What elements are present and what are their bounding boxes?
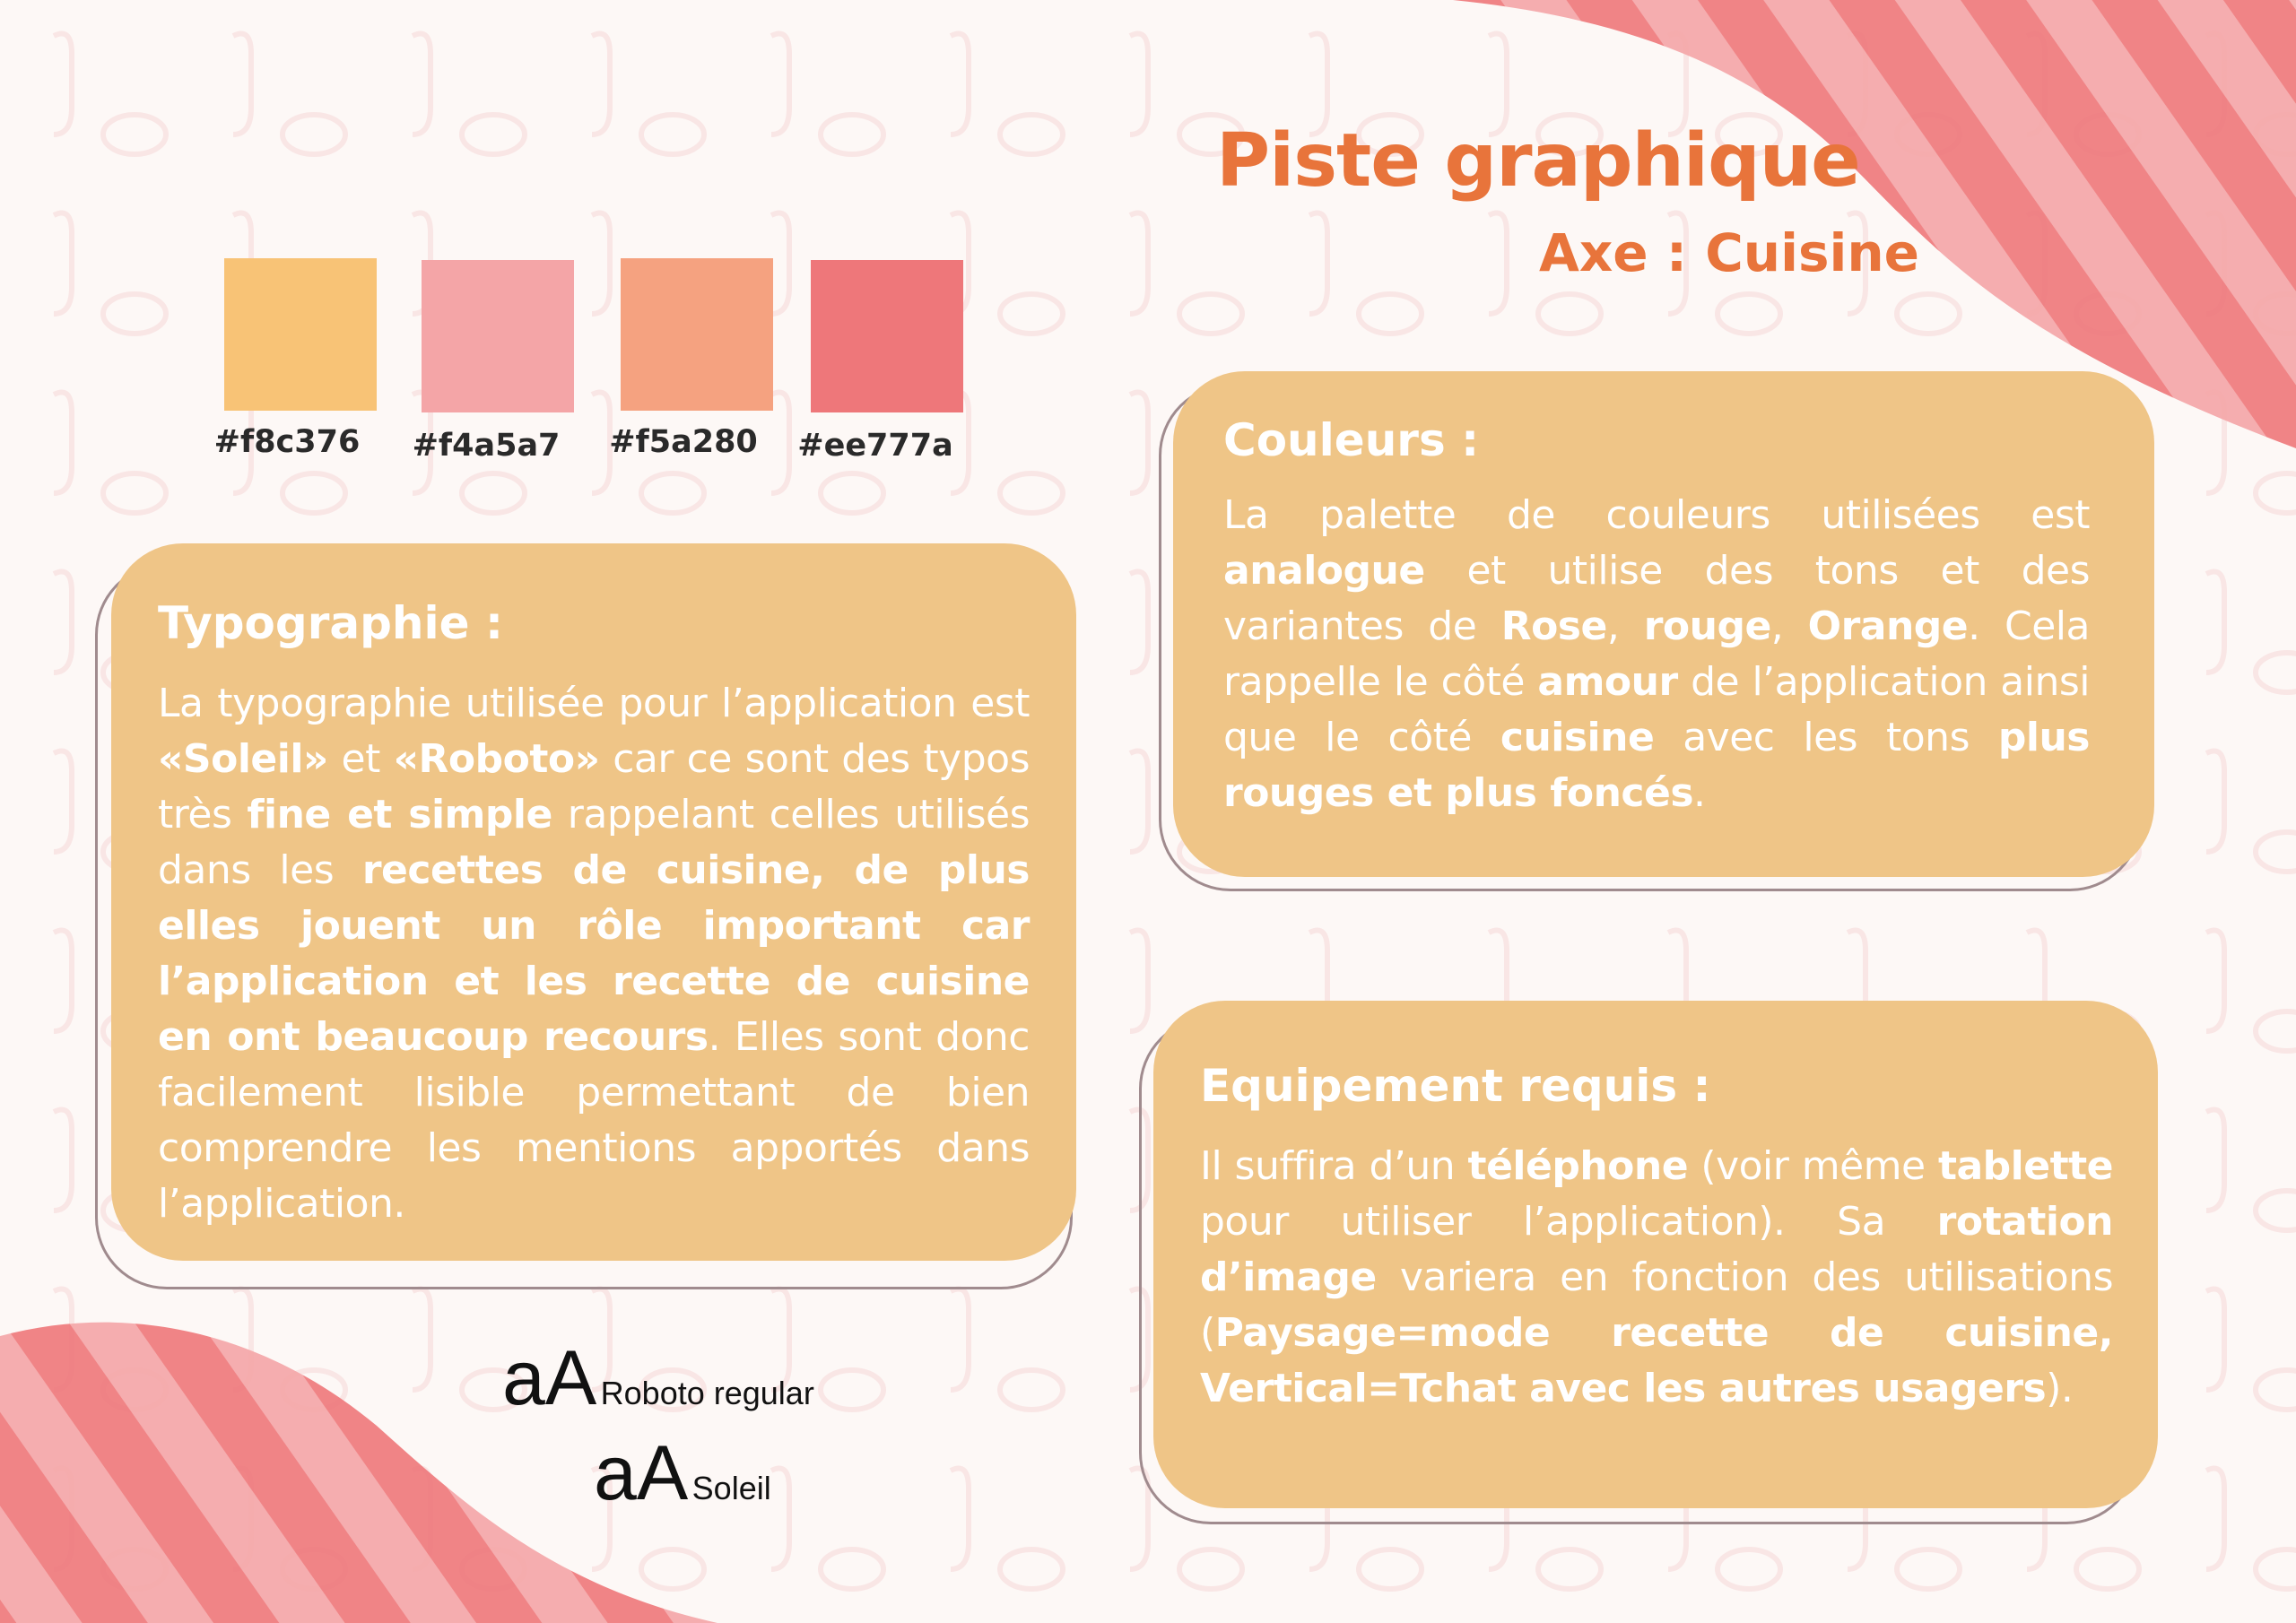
swatch-1 xyxy=(224,258,377,411)
font-sample-name: Soleil xyxy=(691,1470,771,1506)
couleurs-text: La palette de couleurs utilisées est analogue et utilise des tons et des variantes de Rose, rouge, Orange. Cela rappelle le côté amour de l’application ainsi que le côté cuisine avec les tons plus rouges et plus foncés. xyxy=(1223,492,2090,816)
font-sample-soleil xyxy=(594,1429,771,1518)
swatch-label-3: #f5a280 xyxy=(609,424,758,460)
equipement-text: Il suffira d’un téléphone (voir même tablette pour utiliser l’application). Sa rotation d’image variera en fonction des utilisations (Paysage=mode recette de cuisine, Vertical=Tchat avec les autres usagers). xyxy=(1200,1143,2114,1411)
swatch-label-1: #f8c376 xyxy=(213,424,361,460)
typographie-card xyxy=(111,543,1076,1261)
page-title: Piste graphique xyxy=(1216,118,1860,204)
font-sample-glyphs: aA xyxy=(502,1335,597,1421)
typographie-text: La typographie utilisée pour l’application est «Soleil» et «Roboto» car ce sont des typos très fine et simple rappelant celles utilisés dans les recettes de cuisine, de plus elles jouent un rôle important car l’application et les recette de cuisine en ont beaucoup recours. Elles sont donc facilement lisible permettant de bien comprendre les mentions apportés dans l’application. xyxy=(158,681,1030,1227)
typographie-heading: Typographie : xyxy=(158,597,503,649)
equipement-card xyxy=(1153,1001,2158,1508)
swatch-label-2: #f4a5a7 xyxy=(412,428,561,464)
font-sample-glyphs: aA xyxy=(594,1430,689,1516)
page-subtitle: Axe : Cuisine xyxy=(1539,222,1919,283)
couleurs-heading: Couleurs : xyxy=(1223,414,1480,466)
swatch-2 xyxy=(422,260,574,412)
font-sample-roboto xyxy=(502,1334,814,1423)
swatch-label-4: #ee777a xyxy=(797,428,953,464)
swatch-3 xyxy=(621,258,773,411)
couleurs-card xyxy=(1173,371,2154,877)
swatch-4 xyxy=(811,260,963,412)
equipement-heading: Equipement requis : xyxy=(1200,1060,1711,1112)
font-sample-name: Roboto regular xyxy=(600,1375,814,1411)
